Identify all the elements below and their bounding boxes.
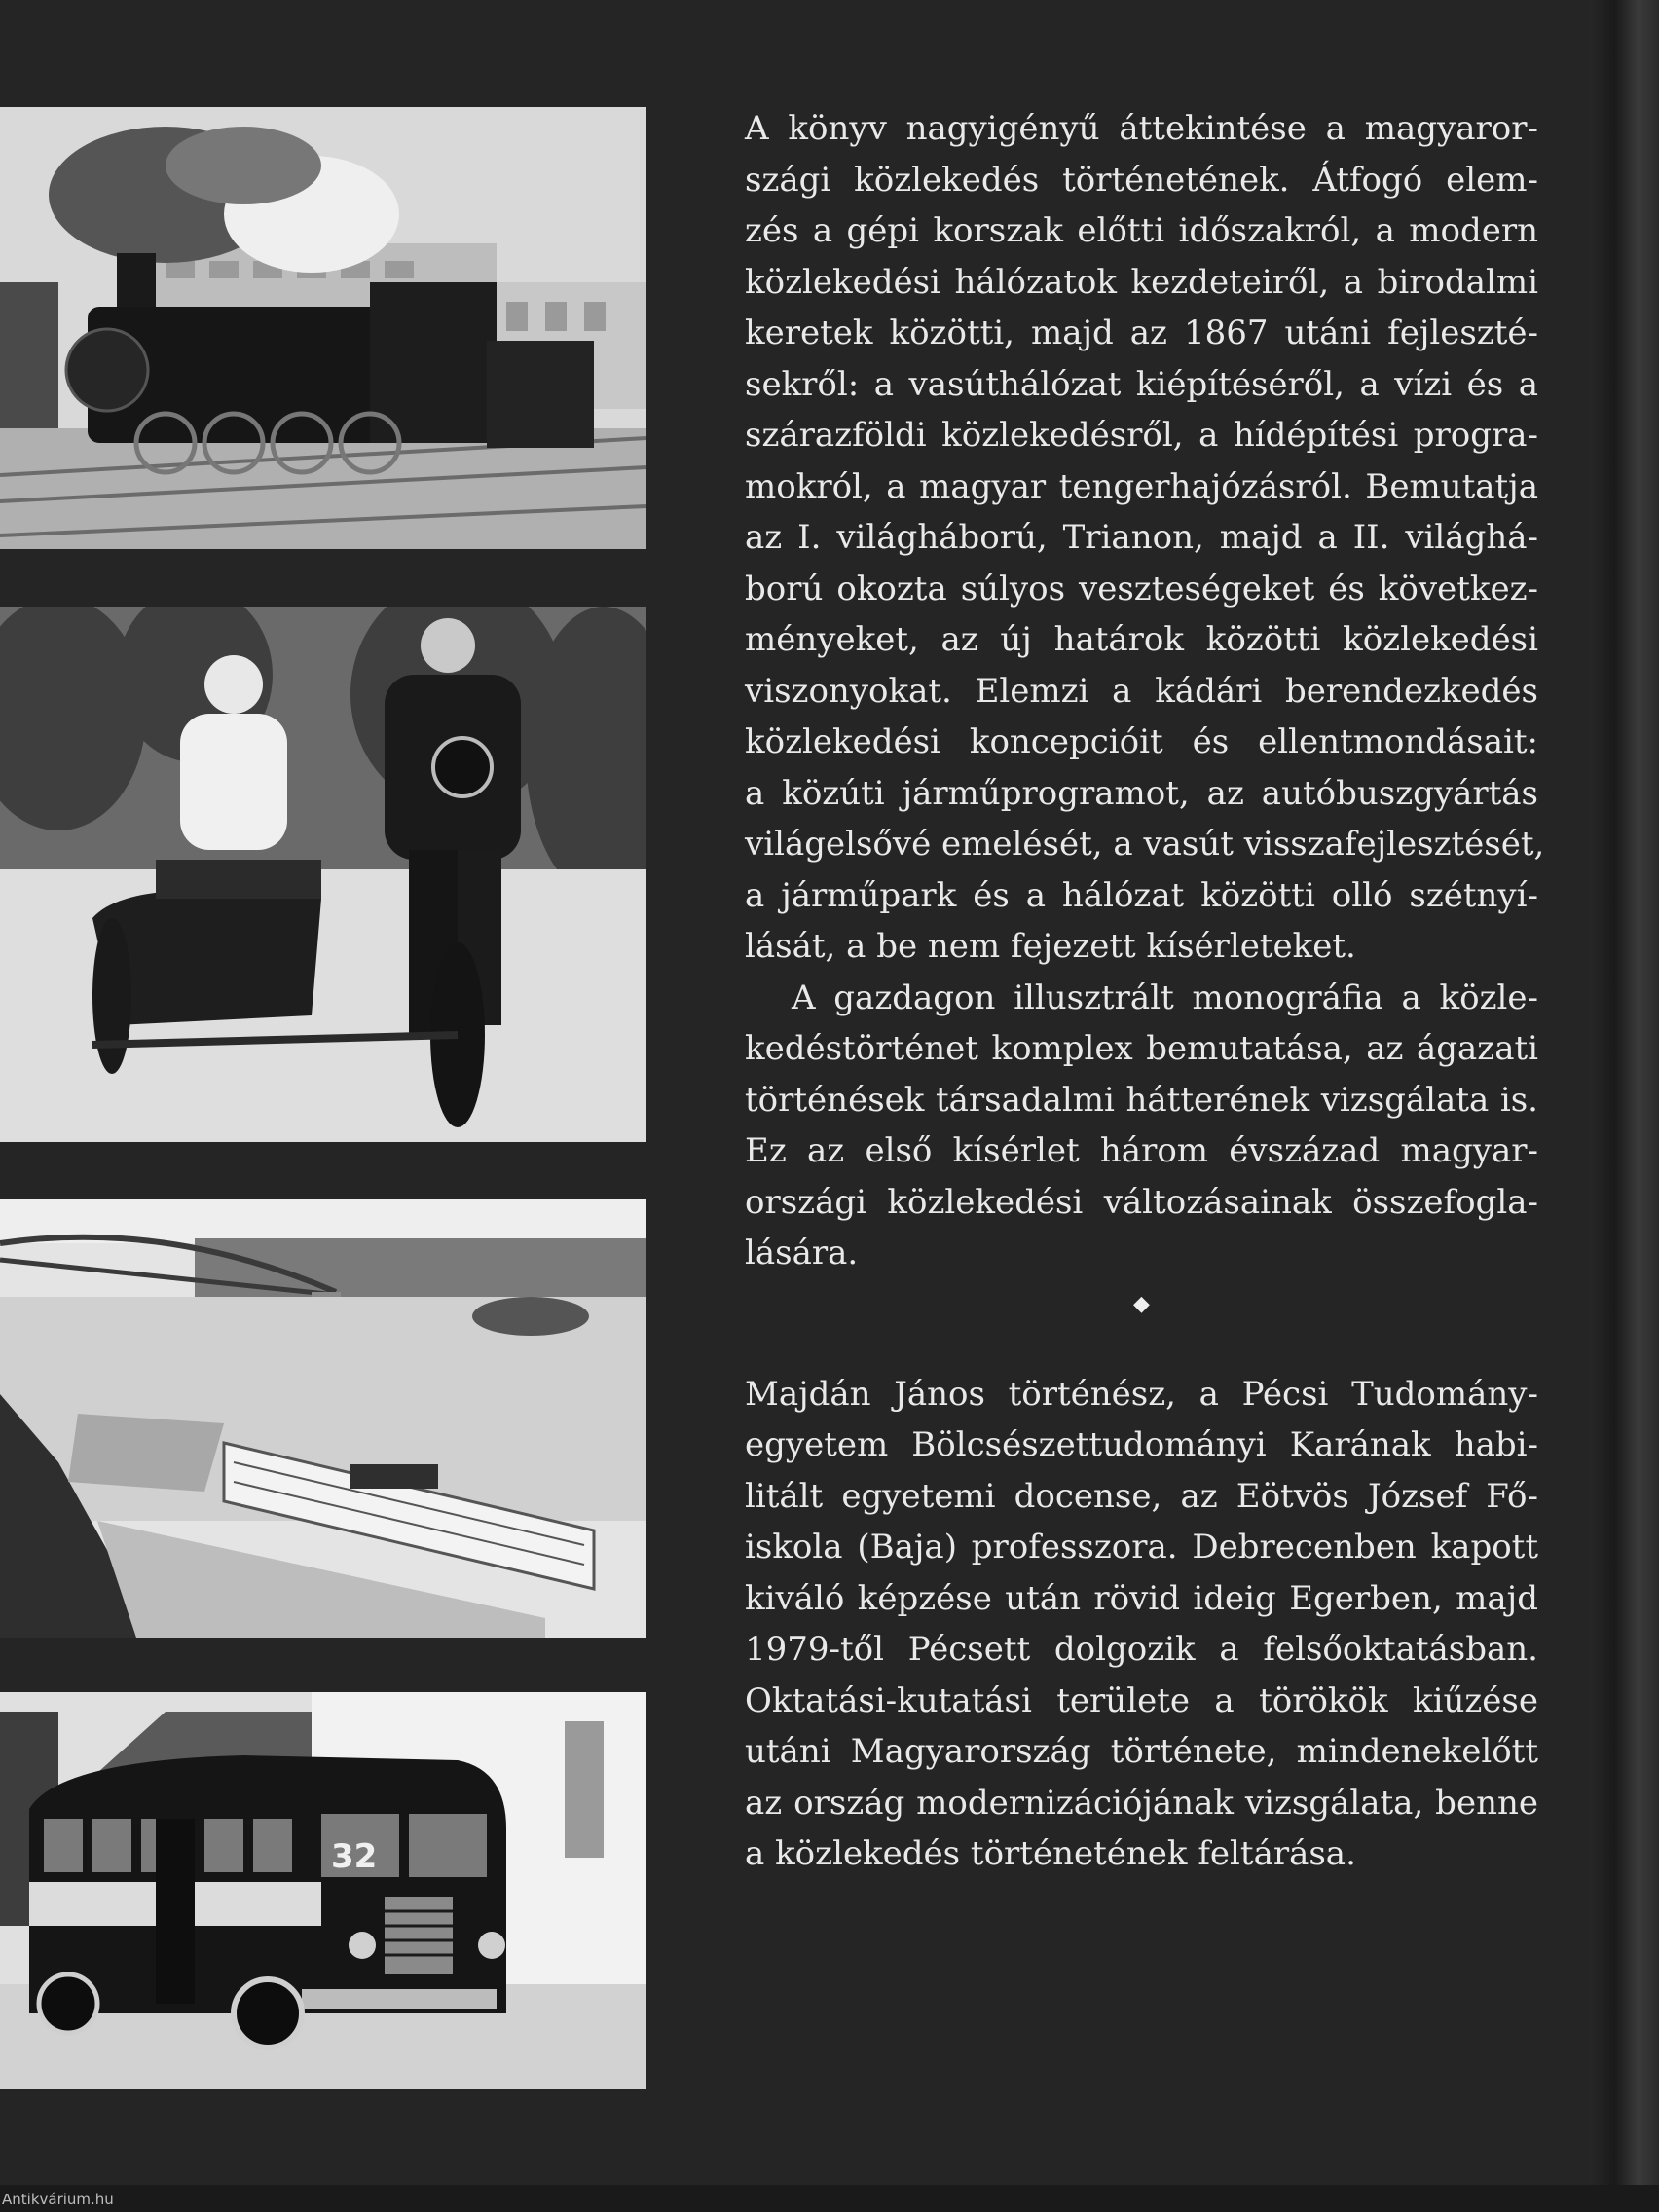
text-line: országi közlekedési változásainak összefogla- [745, 1182, 1538, 1222]
text-line: ború okozta súlyos veszteségeket és következ- [745, 569, 1538, 608]
text-line: közlekedési hálózatok kezdeteiről, a birodalmi [745, 262, 1538, 302]
text-line: egyetem Bölcsészettudományi Karának habi- [745, 1425, 1538, 1464]
river-ship-photo [0, 1199, 646, 1638]
text-line: szági közlekedés történetének. Átfogó elem- [745, 160, 1538, 200]
steam-locomotive-illustration [0, 107, 646, 549]
motorcycle-sidecar-photo [0, 607, 646, 1142]
text-line: lását, a be nem fejezett kísérleteket. [745, 927, 1356, 966]
book-description-paragraph [745, 103, 1545, 973]
text-line: a közúti járműprogramot, az autóbuszgyártás [745, 773, 1538, 813]
steam-locomotive-photo [0, 107, 646, 549]
bus-photo [0, 1692, 646, 2089]
text-line: kedéstörténet komplex bemutatása, az ágazati [745, 1029, 1538, 1068]
text-line: az ország modernizációjának vizsgálata, benne [745, 1783, 1538, 1823]
monograph-summary-paragraph [745, 973, 1538, 1279]
text-line: kiváló képzése után rövid ideig Egerben, majd [745, 1578, 1538, 1618]
text-line: az I. világháború, Trianon, majd a II. világhá- [745, 518, 1538, 557]
text-line: szárazföldi közlekedésről, a hídépítési progra- [745, 416, 1538, 455]
diamond-ornament-icon: ◆ [1133, 1291, 1150, 1316]
text-line: litált egyetemi docense, az Eötvös József Fő- [745, 1476, 1538, 1516]
text-line: Majdán János történész, a Pécsi Tudomány- [745, 1374, 1538, 1414]
bus-illustration [0, 1692, 646, 2089]
text-line: Oktatási-kutatási területe a törökök kiűzése [745, 1680, 1538, 1720]
text-line: Ez az első kísérlet három évszázad magyar- [745, 1131, 1538, 1170]
text-line: mokról, a magyar tengerhajózásról. Bemutatja [745, 466, 1538, 506]
motorcycle-sidecar-illustration [0, 607, 646, 1142]
text-line: sekről: a vasúthálózat kiépítéséről, a vízi és a [745, 364, 1538, 404]
author-bio-paragraph [745, 1369, 1538, 1880]
text-line: történések társadalmi hátterének vizsgálata is. [745, 1080, 1538, 1120]
text-line: ményeket, az új határok közötti közlekedési [745, 620, 1538, 659]
text-line: lására. [745, 1234, 859, 1272]
book-spine-edge [1591, 0, 1659, 2212]
book-bottom-edge [0, 2185, 1659, 2212]
text-line: a járműpark és a hálózat közötti olló szétnyí- [745, 875, 1538, 915]
watermark-text: Antikvárium.hu [2, 2191, 114, 2208]
text-line: közlekedési koncepcióit és ellentmondásait: [745, 722, 1538, 761]
text-line: keretek közötti, majd az 1867 utáni fejleszté- [745, 313, 1538, 352]
text-line: 1979-től Pécsett dolgozik a felsőoktatásban. [745, 1630, 1538, 1669]
text-line: a közlekedés történetének feltárása. [745, 1834, 1356, 1873]
text-line: iskola (Baja) professzora. Debrecenben kapott [745, 1528, 1538, 1567]
river-ship-illustration [0, 1199, 646, 1638]
text-line: A könyv nagyigényű áttekintése a magyaror- [745, 109, 1538, 148]
text-line: viszonyokat. Elemzi a kádári berendezkedés [745, 671, 1538, 711]
bus-route-number: 32 [331, 1837, 378, 1876]
description-text-column [745, 103, 1545, 1880]
text-line: zés a gépi korszak előtti időszakról, a modern [745, 211, 1538, 250]
text-line: utáni Magyarország története, mindenekelőtt [745, 1732, 1538, 1771]
text-line: világelsővé emelését, a vasút visszafejlesztését, [745, 825, 1545, 864]
text-line: A gazdagon illusztrált monográfia a közle- [792, 977, 1538, 1017]
